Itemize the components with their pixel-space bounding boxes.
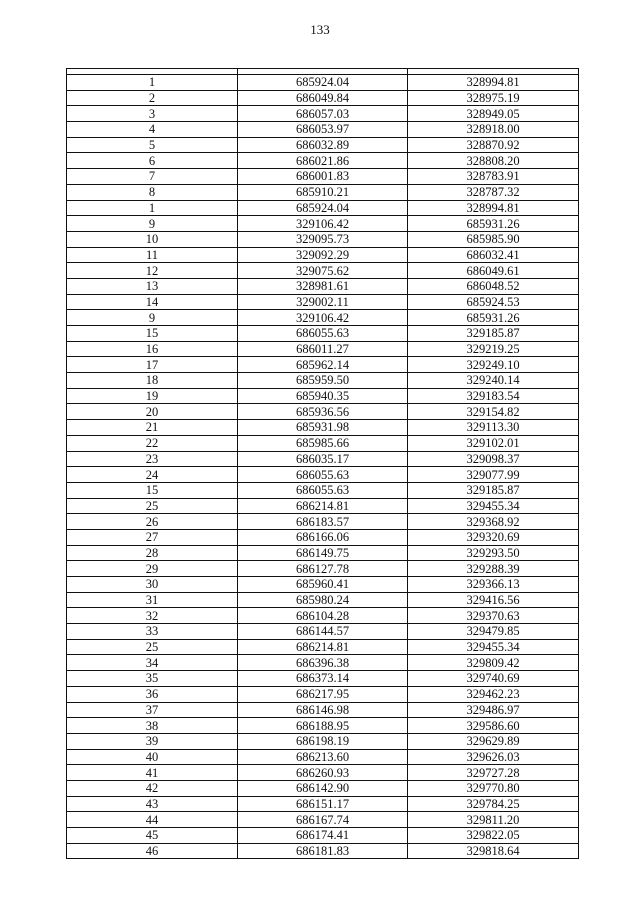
point-number-cell: 39: [67, 733, 238, 749]
coordinate-y-cell: 685931.26: [408, 216, 579, 232]
point-number-cell: 46: [67, 843, 238, 859]
coordinate-x-cell: 685924.04: [238, 75, 408, 91]
coordinate-y-cell: 329320.69: [408, 529, 579, 545]
coordinate-y-cell: 329462.23: [408, 686, 579, 702]
table-row: [67, 404, 579, 420]
coordinate-y-cell: 328808.20: [408, 153, 579, 169]
table-row: [67, 357, 579, 373]
table-row: [67, 231, 579, 247]
table-row: [67, 153, 579, 169]
coordinate-x-cell: 329106.42: [238, 216, 408, 232]
point-number-cell: 45: [67, 828, 238, 844]
coordinate-y-cell: 329586.60: [408, 718, 579, 734]
coordinate-x-cell: 686146.98: [238, 702, 408, 718]
table-row: [67, 247, 579, 263]
coordinate-x-cell: 686055.63: [238, 482, 408, 498]
coordinate-x-cell: 685924.04: [238, 200, 408, 216]
table-row: [67, 671, 579, 687]
coordinate-x-cell: 686032.89: [238, 137, 408, 153]
table-row: [67, 216, 579, 232]
point-number-cell: 27: [67, 529, 238, 545]
table-row: [67, 624, 579, 640]
point-number-cell: 31: [67, 592, 238, 608]
coordinate-y-cell: 329416.56: [408, 592, 579, 608]
coordinate-x-cell: 686035.17: [238, 451, 408, 467]
coordinate-y-cell: 329770.80: [408, 780, 579, 796]
table-row: [67, 184, 579, 200]
table-row: [67, 137, 579, 153]
coordinate-x-cell: 685985.66: [238, 435, 408, 451]
coordinate-x-cell: 686213.60: [238, 749, 408, 765]
coordinate-y-cell: 329113.30: [408, 420, 579, 436]
coordinate-y-cell: 329219.25: [408, 341, 579, 357]
coordinate-x-cell: 329075.62: [238, 263, 408, 279]
coordinate-y-cell: 328994.81: [408, 75, 579, 91]
point-number-cell: 28: [67, 545, 238, 561]
point-number-cell: 33: [67, 624, 238, 640]
table-row: [67, 341, 579, 357]
table-row: [67, 639, 579, 655]
coordinate-y-cell: 328783.91: [408, 169, 579, 185]
coordinate-x-cell: 329002.11: [238, 294, 408, 310]
coordinate-y-cell: 328918.00: [408, 122, 579, 138]
table-row: [67, 529, 579, 545]
point-number-cell: 15: [67, 326, 238, 342]
coordinate-x-cell: 685931.98: [238, 420, 408, 436]
coordinate-y-cell: 328949.05: [408, 106, 579, 122]
table-row: [67, 577, 579, 593]
coordinate-y-cell: 686048.52: [408, 278, 579, 294]
table-row: [67, 608, 579, 624]
point-number-cell: 20: [67, 404, 238, 420]
coordinates-table-body: [67, 69, 579, 859]
coordinate-y-cell: 329366.13: [408, 577, 579, 593]
table-row: [67, 749, 579, 765]
point-number-cell: 1: [67, 200, 238, 216]
point-number-cell: 44: [67, 812, 238, 828]
table-row: [67, 733, 579, 749]
point-number-cell: 12: [67, 263, 238, 279]
coordinate-x-cell: 686055.63: [238, 467, 408, 483]
point-number-cell: 43: [67, 796, 238, 812]
coordinate-x-cell: 686396.38: [238, 655, 408, 671]
table-row: [67, 435, 579, 451]
table-row: [67, 263, 579, 279]
point-number-cell: 17: [67, 357, 238, 373]
point-number-cell: 21: [67, 420, 238, 436]
table-row: [67, 482, 579, 498]
coordinate-y-cell: 328975.19: [408, 90, 579, 106]
point-number-cell: 1: [67, 75, 238, 91]
table-row: [67, 780, 579, 796]
table-row: [67, 169, 579, 185]
point-number-cell: 37: [67, 702, 238, 718]
coordinate-y-cell: 329629.89: [408, 733, 579, 749]
point-number-cell: 9: [67, 310, 238, 326]
coordinate-y-cell: 685931.26: [408, 310, 579, 326]
point-number-cell: 25: [67, 639, 238, 655]
point-number-cell: 40: [67, 749, 238, 765]
table-row: [67, 106, 579, 122]
coordinate-y-cell: 328994.81: [408, 200, 579, 216]
coordinate-x-cell: 686183.57: [238, 514, 408, 530]
coordinate-y-cell: 329368.92: [408, 514, 579, 530]
point-number-cell: 36: [67, 686, 238, 702]
point-number-cell: 34: [67, 655, 238, 671]
coordinate-x-cell: 686166.06: [238, 529, 408, 545]
coordinate-y-cell: 686049.61: [408, 263, 579, 279]
coordinate-x-cell: 686142.90: [238, 780, 408, 796]
coordinate-x-cell: 686057.03: [238, 106, 408, 122]
table-row: [67, 122, 579, 138]
coordinate-x-cell: 686181.83: [238, 843, 408, 859]
point-number-cell: 10: [67, 231, 238, 247]
coordinate-y-cell: 329249.10: [408, 357, 579, 373]
point-number-cell: 24: [67, 467, 238, 483]
table-row: [67, 812, 579, 828]
table-row: [67, 655, 579, 671]
point-number-cell: 5: [67, 137, 238, 153]
coordinate-x-cell: 686167.74: [238, 812, 408, 828]
point-number-cell: 6: [67, 153, 238, 169]
table-row: [67, 294, 579, 310]
coordinate-x-cell: 685940.35: [238, 388, 408, 404]
point-number-cell: 29: [67, 561, 238, 577]
coordinate-x-cell: 686055.63: [238, 326, 408, 342]
coordinate-x-cell: 686217.95: [238, 686, 408, 702]
coordinate-y-cell: 329185.87: [408, 482, 579, 498]
point-number-cell: 18: [67, 373, 238, 389]
coordinate-y-cell: 329727.28: [408, 765, 579, 781]
coordinate-x-cell: 686214.81: [238, 498, 408, 514]
point-number-cell: 38: [67, 718, 238, 734]
coordinate-x-cell: 686021.86: [238, 153, 408, 169]
point-number-cell: 19: [67, 388, 238, 404]
coordinate-x-cell: 685959.50: [238, 373, 408, 389]
point-number-cell: 32: [67, 608, 238, 624]
coordinate-x-cell: 686049.84: [238, 90, 408, 106]
coordinate-y-cell: 329784.25: [408, 796, 579, 812]
coordinate-y-cell: 329293.50: [408, 545, 579, 561]
table-row: [67, 514, 579, 530]
point-number-cell: 35: [67, 671, 238, 687]
coordinates-table: [66, 68, 579, 859]
coordinate-y-cell: 329240.14: [408, 373, 579, 389]
coordinate-y-cell: 329185.87: [408, 326, 579, 342]
table-row: [67, 592, 579, 608]
coordinate-y-cell: 329455.34: [408, 639, 579, 655]
table-row: [67, 828, 579, 844]
coordinate-x-cell: 686260.93: [238, 765, 408, 781]
table-row: [67, 420, 579, 436]
coordinate-y-cell: 329288.39: [408, 561, 579, 577]
coordinate-y-cell: 686032.41: [408, 247, 579, 263]
coordinate-y-cell: 328870.92: [408, 137, 579, 153]
coordinate-x-cell: 685980.24: [238, 592, 408, 608]
point-number-cell: 9: [67, 216, 238, 232]
table-row: [67, 310, 579, 326]
coordinate-x-cell: 686001.83: [238, 169, 408, 185]
coordinate-y-cell: 329486.97: [408, 702, 579, 718]
table-row: [67, 200, 579, 216]
coordinate-y-cell: 329183.54: [408, 388, 579, 404]
coordinate-x-cell: 685910.21: [238, 184, 408, 200]
coordinate-x-cell: 686188.95: [238, 718, 408, 734]
coordinate-x-cell: 686011.27: [238, 341, 408, 357]
coordinate-y-cell: 329740.69: [408, 671, 579, 687]
coordinate-y-cell: 329154.82: [408, 404, 579, 420]
coordinate-y-cell: 329098.37: [408, 451, 579, 467]
coordinate-y-cell: 685924.53: [408, 294, 579, 310]
table-row: [67, 561, 579, 577]
point-number-cell: 15: [67, 482, 238, 498]
coordinate-x-cell: 686151.17: [238, 796, 408, 812]
point-number-cell: 26: [67, 514, 238, 530]
coordinate-x-cell: 686127.78: [238, 561, 408, 577]
table-row: [67, 796, 579, 812]
coordinate-x-cell: 685962.14: [238, 357, 408, 373]
point-number-cell: 16: [67, 341, 238, 357]
coordinate-y-cell: 328787.32: [408, 184, 579, 200]
point-number-cell: 22: [67, 435, 238, 451]
table-row: [67, 75, 579, 91]
coordinate-x-cell: 686053.97: [238, 122, 408, 138]
coordinate-y-cell: 329370.63: [408, 608, 579, 624]
table-row: [67, 278, 579, 294]
table-row: [67, 326, 579, 342]
point-number-cell: 41: [67, 765, 238, 781]
coordinate-x-cell: 686149.75: [238, 545, 408, 561]
coordinate-x-cell: 686144.57: [238, 624, 408, 640]
table-row: [67, 388, 579, 404]
coordinate-x-cell: 329092.29: [238, 247, 408, 263]
table-row: [67, 702, 579, 718]
coordinate-y-cell: 329822.05: [408, 828, 579, 844]
point-number-cell: 14: [67, 294, 238, 310]
table-row: [67, 843, 579, 859]
coordinate-x-cell: 686104.28: [238, 608, 408, 624]
point-number-cell: 13: [67, 278, 238, 294]
page-number: 133: [310, 22, 330, 37]
point-number-cell: 25: [67, 498, 238, 514]
point-number-cell: 11: [67, 247, 238, 263]
coordinate-y-cell: 685985.90: [408, 231, 579, 247]
table-row: [67, 373, 579, 389]
point-number-cell: 42: [67, 780, 238, 796]
table-row: [67, 498, 579, 514]
table-row: [67, 718, 579, 734]
table-row: [67, 765, 579, 781]
coordinate-y-cell: 329809.42: [408, 655, 579, 671]
coordinate-y-cell: 329102.01: [408, 435, 579, 451]
point-number-cell: 8: [67, 184, 238, 200]
coordinate-x-cell: 686373.14: [238, 671, 408, 687]
coordinate-y-cell: 329626.03: [408, 749, 579, 765]
point-number-cell: 7: [67, 169, 238, 185]
table-row: [67, 467, 579, 483]
coordinate-x-cell: 685960.41: [238, 577, 408, 593]
coordinate-x-cell: 686198.19: [238, 733, 408, 749]
coordinate-x-cell: 328981.61: [238, 278, 408, 294]
coordinate-y-cell: 329077.99: [408, 467, 579, 483]
table-row: [67, 451, 579, 467]
point-number-cell: 3: [67, 106, 238, 122]
point-number-cell: 4: [67, 122, 238, 138]
coordinate-x-cell: 329106.42: [238, 310, 408, 326]
coordinate-x-cell: 686214.81: [238, 639, 408, 655]
coordinate-y-cell: 329818.64: [408, 843, 579, 859]
coordinate-x-cell: 685936.56: [238, 404, 408, 420]
coordinate-x-cell: 329095.73: [238, 231, 408, 247]
table-row: [67, 90, 579, 106]
point-number-cell: 23: [67, 451, 238, 467]
coordinate-y-cell: 329811.20: [408, 812, 579, 828]
point-number-cell: 30: [67, 577, 238, 593]
coordinate-y-cell: 329479.85: [408, 624, 579, 640]
coordinate-y-cell: 329455.34: [408, 498, 579, 514]
point-number-cell: 2: [67, 90, 238, 106]
table-row: [67, 686, 579, 702]
table-row: [67, 545, 579, 561]
coordinate-x-cell: 686174.41: [238, 828, 408, 844]
